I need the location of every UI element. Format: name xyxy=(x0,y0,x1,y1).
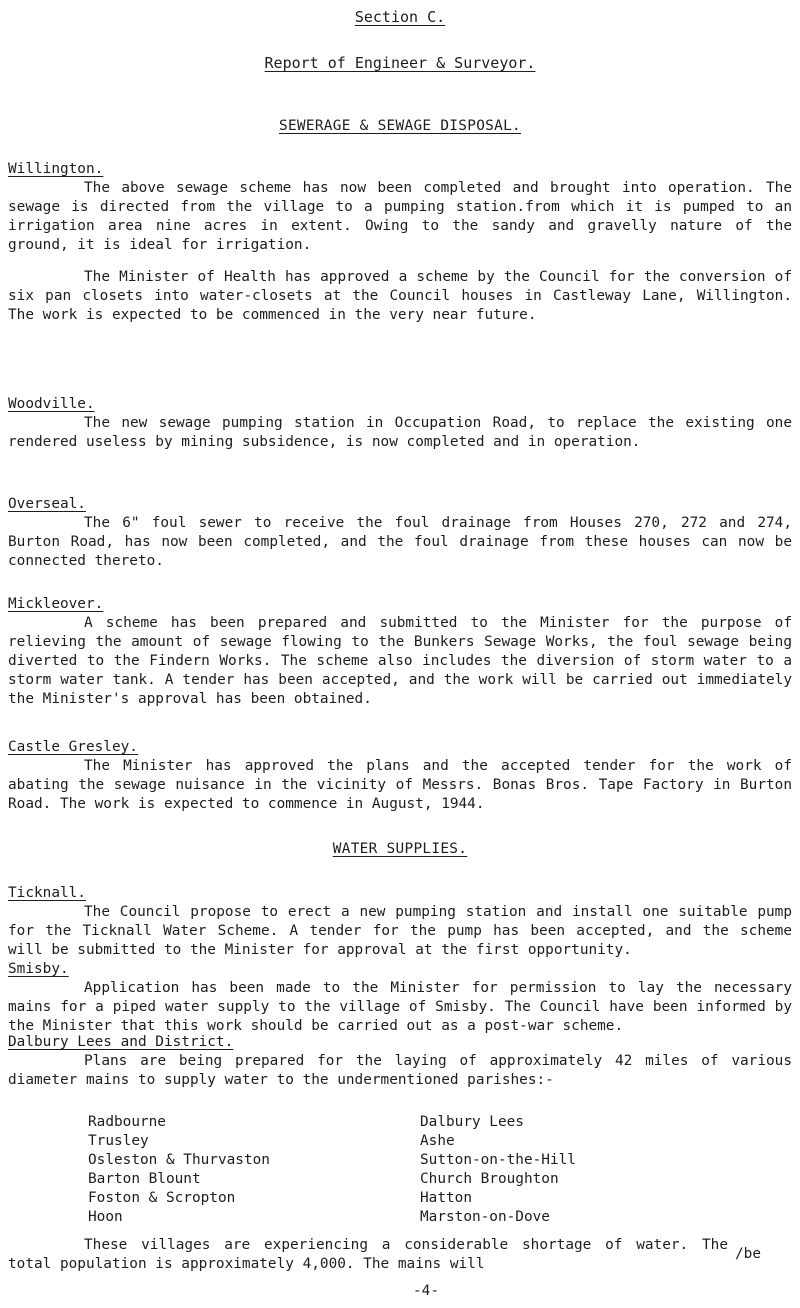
dalbury-section xyxy=(8,1033,792,1052)
overseal-paragraph: The 6" foul sewer to receive the foul drainage from Houses 270, 272 and 274, Burton Road, has now been completed, and the foul drainage from these houses can now be connected thereto. xyxy=(8,515,792,569)
parish-right: Marston-on-Dove xyxy=(420,1209,550,1225)
willington-paragraph-2: The Minister of Health has approved a scheme by the Council for the conversion of six pan closets into water-closets at the Council houses in Castleway Lane, Willington. The work is expected to be commenced in the very near future. xyxy=(8,269,792,323)
willington-paragraph-1: The above sewage scheme has now been completed and brought into operation. The sewage is directed from the village to a pumping station.from which it is pumped to an irrigation area nine acres in extent. Owing to the sandy and gravelly nature of the ground, it is ideal for irrigation. xyxy=(8,180,792,253)
ticknall-section xyxy=(8,884,792,960)
willington-title: Willington. xyxy=(8,161,104,177)
overseal-title: Overseal. xyxy=(8,496,86,512)
dalbury-paragraph-2: These villages are experiencing a considerable shortage of water. The total population is approximately 4,000. The mains will xyxy=(8,1237,728,1272)
castle-gresley-section xyxy=(8,738,792,814)
willington-section xyxy=(8,160,792,325)
parish-right: Hatton xyxy=(420,1190,472,1206)
parish-right: Ashe xyxy=(420,1133,455,1149)
overseal-section xyxy=(8,495,792,571)
smisby-paragraph: Application has been made to the Minister for permission to lay the necessary mains for a piped water supply to the village of Smisby. The Council have been informed by the Minister that this work should be carried out as a post-war scheme. xyxy=(8,980,792,1034)
castle-gresley-title: Castle Gresley. xyxy=(8,739,138,755)
parish-left: Radbourne xyxy=(88,1114,166,1130)
dalbury-paragraph-1: Plans are being prepared for the laying of approximately 42 miles of various diameter mains to supply water to the undermentioned parishes:- xyxy=(8,1053,792,1088)
smisby-section xyxy=(8,960,792,1036)
woodville-section xyxy=(8,395,792,452)
report-title: Report of Engineer & Surveyor. xyxy=(264,54,536,72)
parish-left: Foston & Scropton xyxy=(88,1190,236,1206)
parish-left: Osleston & Thurvaston xyxy=(88,1152,270,1168)
parish-list xyxy=(88,1113,688,1227)
woodville-paragraph: The new sewage pumping station in Occupation Road, to replace the existing one rendered useless by mining subsidence, is now completed and in operation. xyxy=(8,415,792,450)
page-number: -4- xyxy=(413,1283,439,1299)
parish-right: Sutton-on-the-Hill xyxy=(420,1152,576,1168)
continuation-catchword: /be xyxy=(735,1246,761,1262)
dalbury-intro xyxy=(8,1052,792,1090)
mickleover-paragraph: A scheme has been prepared and submitted to the Minister for the purpose of relieving the amount of sewage flowing to the Bunkers Sewage Works, the foul sewage being diverted to the Findern Works. The scheme also includes the diversion of storm water to a storm water tank. A tender has been accepted, and the work will be carried out immediately the Minister's approval has been obtained. xyxy=(8,615,792,707)
sewerage-heading: SEWERAGE & SEWAGE DISPOSAL. xyxy=(278,118,522,134)
water-supplies-heading: WATER SUPPLIES. xyxy=(332,841,468,857)
mickleover-title: Mickleover. xyxy=(8,596,104,612)
parish-left: Trusley xyxy=(88,1133,149,1149)
dalbury-title: Dalbury Lees and District. xyxy=(8,1034,234,1050)
parish-left: Barton Blount xyxy=(88,1171,201,1187)
parish-right: Church Broughton xyxy=(420,1171,559,1187)
smisby-title: Smisby. xyxy=(8,961,69,977)
parish-right: Dalbury Lees xyxy=(420,1114,524,1130)
mickleover-section xyxy=(8,595,792,709)
ticknall-paragraph: The Council propose to erect a new pumping station and install one suitable pump for the Ticknall Water Scheme. A tender for the pump has been accepted, and the scheme will be submitted to the Minister for approval at the first opportunity. xyxy=(8,904,792,958)
ticknall-title: Ticknall. xyxy=(8,885,86,901)
castle-gresley-paragraph: The Minister has approved the plans and the accepted tender for the work of abating the sewage nuisance in the vicinity of Messrs. Bonas Bros. Tape Factory in Burton Road. The work is expected to commence in August, 1944. xyxy=(8,758,792,812)
section-title: Section C. xyxy=(354,8,446,26)
woodville-title: Woodville. xyxy=(8,396,95,412)
parish-left: Hoon xyxy=(88,1209,123,1225)
dalbury-closing xyxy=(8,1236,728,1274)
